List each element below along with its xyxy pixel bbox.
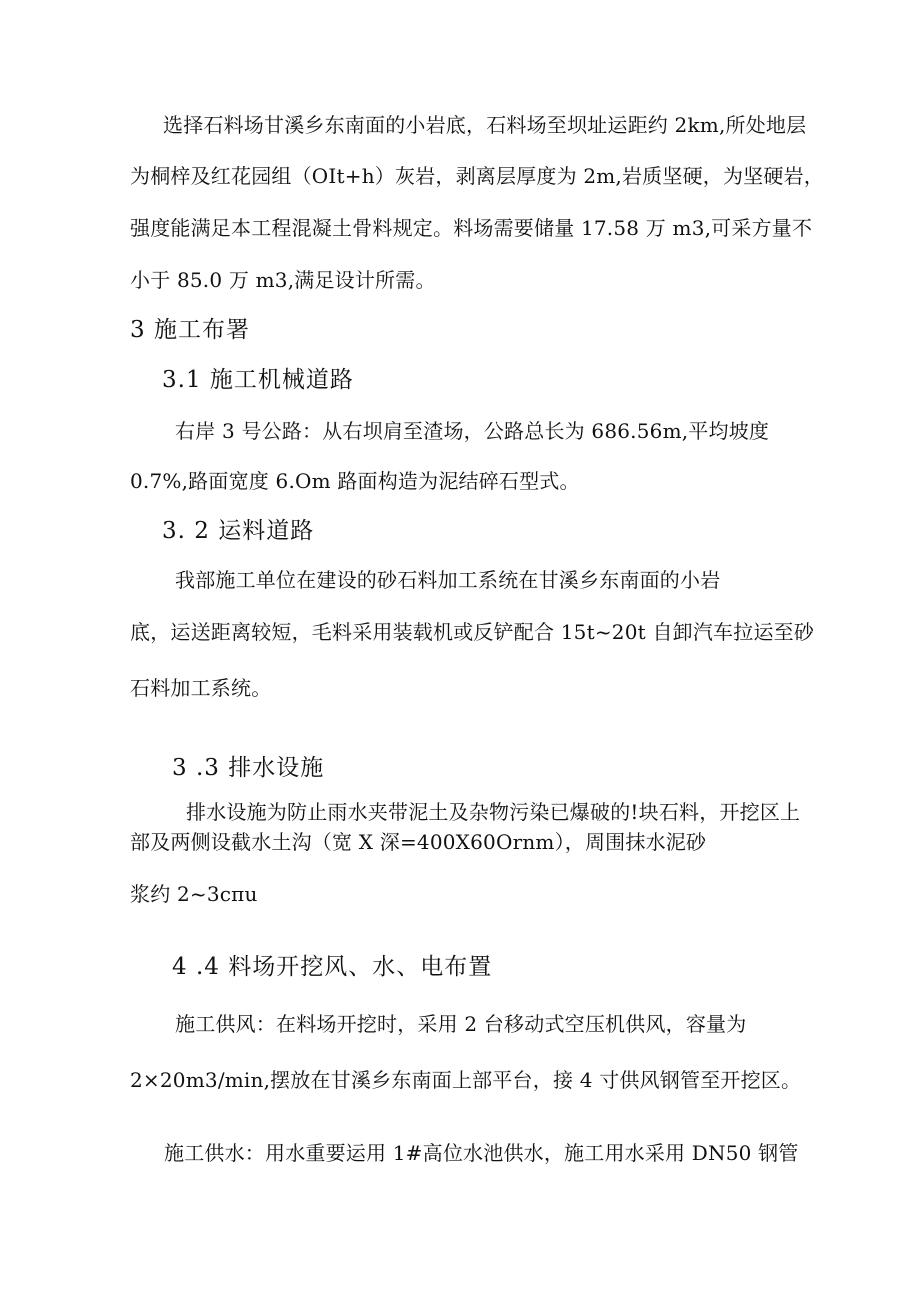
section-heading-3-3: 3 .3 排水设施 <box>172 755 325 781</box>
air-supply-paragraph-line-1: 施工供风：在料场开挖时，采用 2 台移动式空压机供风，容量为 <box>175 1012 747 1036</box>
quarry-paragraph-line-2: 为桐梓及红花园组（OIt+h）灰岩，剥离层厚度为 2m,岩质坚硬，为坚硬岩， <box>130 164 824 188</box>
air-supply-paragraph-line-2: 2×20m3∕min,摆放在甘溪乡东南面上部平台，接 4 寸供风钢管至开挖区。 <box>130 1068 802 1092</box>
drainage-paragraph-line-2: 部及两侧设截水土沟（宽 X 深=400X60Ornm），周围抹水泥砂 <box>130 830 707 854</box>
quarry-paragraph-line-4: 小于 85.0 万 m3,满足设计所需。 <box>130 268 436 292</box>
section-heading-3-2: 3. 2 运料道路 <box>162 518 315 544</box>
water-supply-paragraph-line-1: 施工供水：用水重要运用 1#高位水池供水，施工用水采用 DN50 钢管 <box>164 1141 799 1165</box>
section-heading-3-1: 3.1 施工机械道路 <box>162 367 354 393</box>
section-heading-4-4: 4 .4 料场开挖风、水、电布置 <box>172 954 493 980</box>
transport-paragraph-line-2: 底，运送距离较短，毛料采用装载机或反铲配合 15t~20t 自卸汽车拉运至砂 <box>130 620 815 644</box>
section-heading-3: 3 施工布署 <box>130 317 250 343</box>
quarry-paragraph-line-3: 强度能满足本工程混凝土骨料规定。料场需要储量 17.58 万 m3,可采方量不 <box>130 216 813 240</box>
drainage-paragraph-line-3: 浆约 2~3cπu <box>130 882 258 906</box>
transport-paragraph-line-1: 我部施工单位在建设的砂石料加工系统在甘溪乡东南面的小岩 <box>175 568 721 592</box>
transport-paragraph-line-3: 石料加工系统。 <box>130 676 272 700</box>
road-paragraph-line-2: 0.7%,路面宽度 6.Om 路面构造为泥结碎石型式。 <box>130 469 580 493</box>
quarry-paragraph-line-1: 选择石料场甘溪乡东南面的小岩底，石料场至坝址运距约 2km,所处地层 <box>163 113 807 137</box>
road-paragraph-line-1: 右岸 3 号公路：从右坝肩至渣场，公路总长为 686.56m,平均坡度 <box>175 419 770 443</box>
drainage-paragraph-line-1: 排水设施为防止雨水夹带泥土及杂物污染已爆破的!块石料，开挖区上 <box>186 800 801 824</box>
